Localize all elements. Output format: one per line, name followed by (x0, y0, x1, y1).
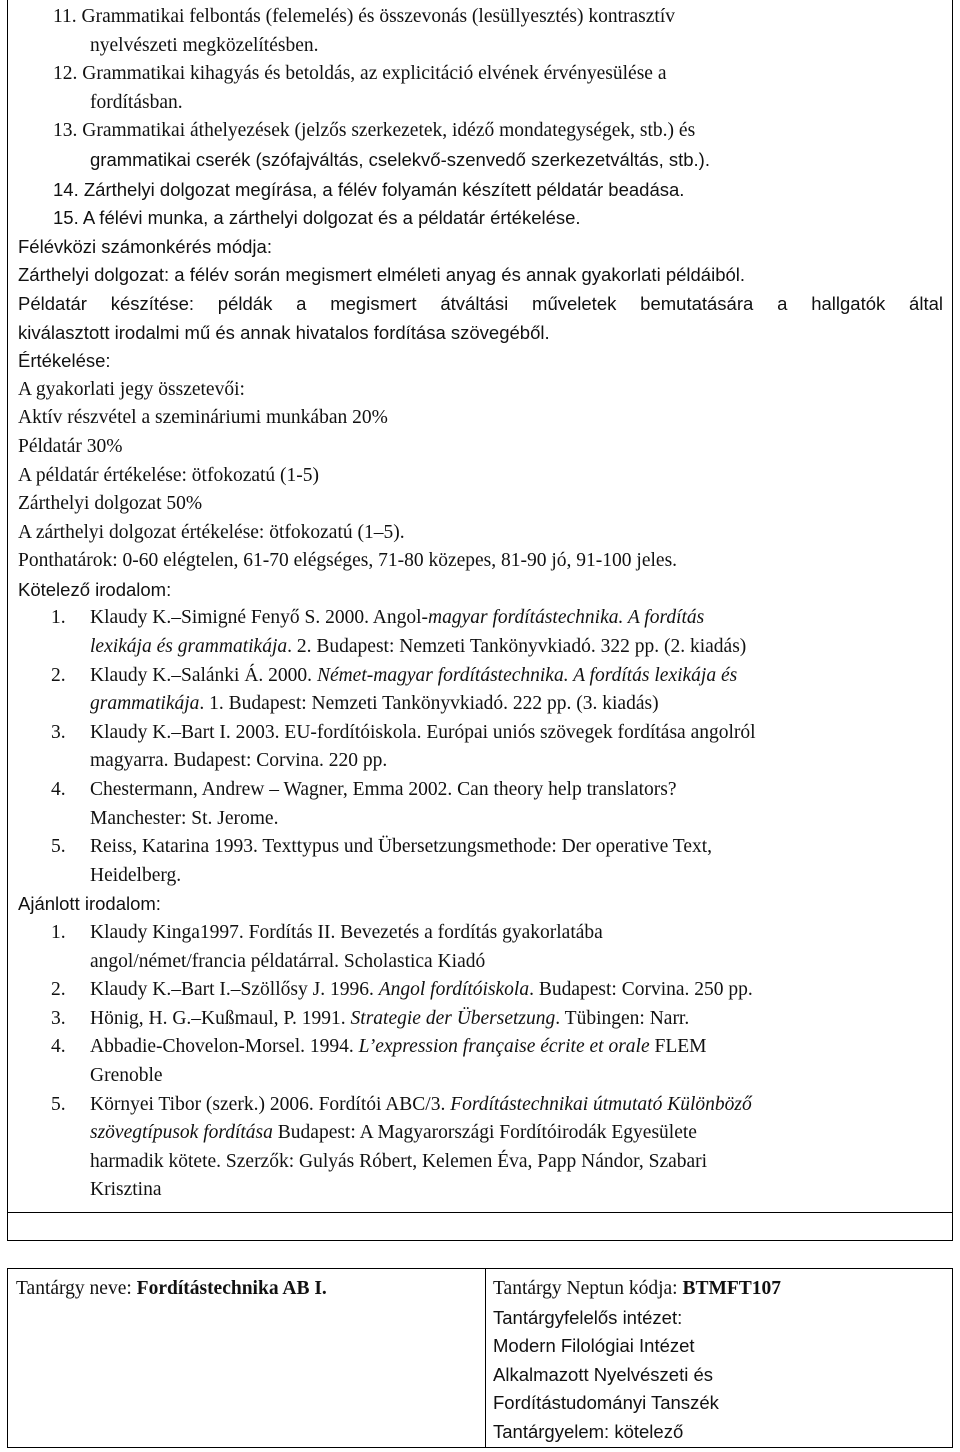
assessment-collection-line1: Példatár készítése: példák a megismert átváltási műveletek bemutatására a hallgatók által (18, 292, 943, 314)
required-reading-item-3: 3. Klaudy K.–Bart I. 2003. EU-fordítóiskola. Európai uniós szövegek fordítása angolról magyarra. Budapest: Corvina. 220 pp. (51, 721, 756, 772)
department-line-2: Fordítástudományi Tanszék (493, 1392, 719, 1414)
required-reading-item-1: 1. Klaudy K.–Simigné Fenyő S. 2000. Angol-magyar fordítástechnika. A fordítás lexikája és grammatikája. 2. Budapest: Nemzeti Tankönyvkiadó. 322 pp. (2. kiadás) (51, 607, 747, 658)
recommended-reading-item-5: 5. Környei Tibor (szerk.) 2006. Fordítói ABC/3. Fordítástechnikai útmutató Különböző szövegtípusok fordítása Budapest: A Magyarországi Fordítóirodák Egyesülete harmadik kötete. Szerzők: Gulyás Róbert, Kelemen Éva, Papp Nándor, Szabari Krisztina (51, 1093, 752, 1201)
grade-thresholds: Ponthatárok: 0-60 elégtelen, 61-70 elégséges, 71-80 közepes, 81-90 jó, 91-100 jeles. (18, 550, 678, 572)
course-info-table (7, 1268, 953, 1448)
evaluation-line: Zárthelyi dolgozat 50% (18, 493, 203, 515)
department-line-1: Alkalmazott Nyelvészeti és (493, 1363, 714, 1385)
empty-table-row (7, 1212, 953, 1241)
assessment-collection-line2: kiválasztott irodalmi mű és annak hivatalos fordítása szövegéből. (18, 321, 550, 343)
required-reading-heading: Kötelező irodalom: (18, 578, 172, 600)
recommended-reading-item-2: 2. Klaudy K.–Bart I.–Szöllősy J. 1996. Angol fordítóiskola. Budapest: Corvina. 250 pp. (51, 979, 753, 1001)
evaluation-line: A gyakorlati jegy összetevői: (18, 378, 245, 400)
assessment-exam: Zárthelyi dolgozat: a félév során megismert elméleti anyag és annak gyakorlati példáiból. (18, 264, 746, 286)
course-name-label: Tantárgy neve: (16, 1278, 137, 1299)
evaluation-line: A zárthelyi dolgozat értékelése: ötfokozatú (1–5). (18, 521, 405, 543)
responsible-label: Tantárgyfelelős intézet: (493, 1306, 683, 1328)
neptun-code-label: Tantárgy Neptun kódja: (493, 1278, 683, 1299)
course-element: Tantárgyelem: kötelező (493, 1420, 684, 1442)
neptun-code-value: BTMFT107 (682, 1278, 782, 1299)
topic-item-14: 14. Zárthelyi dolgozat megírása, a félév folyamán készített példatár beadása. (53, 178, 685, 200)
institute-name: Modern Filológiai Intézet (493, 1335, 695, 1357)
topic-item-15: 15. A félévi munka, a zárthelyi dolgozat és a példatár értékelése. (53, 207, 581, 229)
required-reading-item-5: 5. Reiss, Katarina 1993. Texttypus und Übersetzungsmethode: Der operative Text, Heidelberg. (51, 836, 713, 886)
course-name-cell (16, 1275, 327, 1304)
assessment-heading: Félévközi számonkérés módja: (18, 235, 272, 257)
topic-item-11: 11. Grammatikai felbontás (felemelés) és összevonás (lesüllyesztés) kontrasztív nyelvészeti megközelítésben. (53, 6, 675, 56)
required-reading-item-2: 2. Klaudy K.–Salánki Á. 2000. Német-magyar fordítástechnika. A fordítás lexikája és grammatikája. 1. Budapest: Nemzeti Tankönyvkiadó. 222 pp. (3. kiadás) (51, 664, 738, 715)
evaluation-heading: Értékelése: (18, 350, 111, 372)
syllabus-content (18, 3, 943, 1205)
evaluation-line: Példatár 30% (18, 435, 123, 457)
recommended-reading-item-4: 4. Abbadie-Chovelon-Morsel. 1994. L’expression française écrite et orale FLEM Grenoble (51, 1036, 707, 1086)
topic-item-13: 13. Grammatikai áthelyezések (jelzős szerkezetek, idéző mondategységek, stb.) és grammatikai cserék (szófajváltás, cselekvő-szenvedő szerkezetváltás, stb.). (53, 120, 710, 170)
course-name-value: Fordítástechnika AB I. (136, 1278, 327, 1299)
course-details-cell (485, 1269, 951, 1447)
recommended-reading-item-3: 3. Hönig, H. G.–Kußmaul, P. 1991. Strategie der Übersetzung. Tübingen: Narr. (51, 1007, 690, 1029)
evaluation-line: Aktív részvétel a szemináriumi munkában 20% (18, 407, 388, 429)
evaluation-line: A példatár értékelése: ötfokozatú (1-5) (18, 464, 320, 486)
topic-item-12: 12. Grammatikai kihagyás és betoldás, az explicitáció elvének érvényesülése a fordításban. (53, 63, 667, 113)
recommended-reading-heading: Ajánlott irodalom: (18, 893, 161, 915)
recommended-reading-item-1: 1. Klaudy Kinga1997. Fordítás II. Bevezetés a fordítás gyakorlatába angol/német/francia példatárral. Scholastica Kiadó (51, 922, 603, 972)
required-reading-item-4: 4. Chestermann, Andrew – Wagner, Emma 2002. Can theory help translators? Manchester: St. Jerome. (51, 779, 677, 829)
